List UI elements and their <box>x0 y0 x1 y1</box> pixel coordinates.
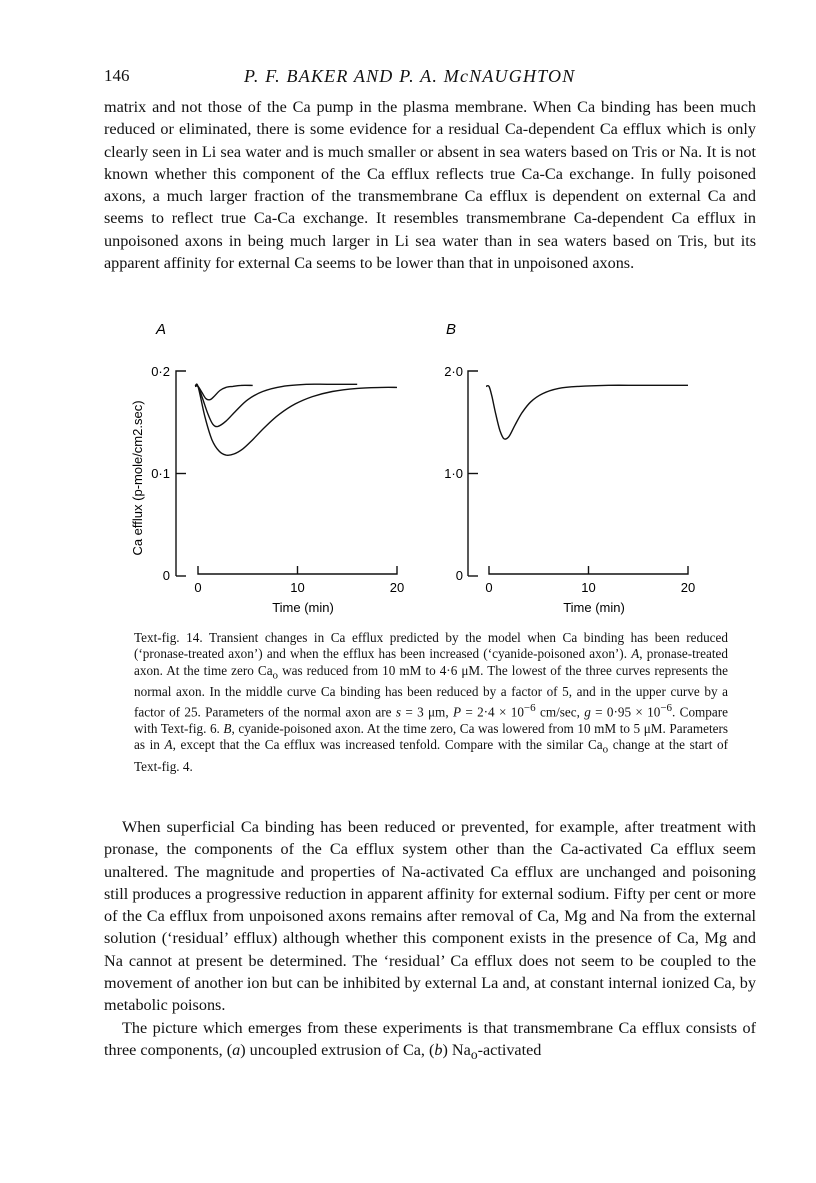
panel-b-series-line-1 <box>486 385 688 439</box>
panel-a <box>130 321 404 615</box>
panel-a-curves <box>195 384 397 455</box>
panel-b-xtick-label-0: 0 <box>485 580 493 595</box>
panel-a-xtick-label-20: 20 <box>389 580 405 595</box>
paragraph-1: matrix and not those of the Ca pump in the plasma membrane. When Ca binding has been much reduced or eliminated, there is some evidence for a residual Ca-dependent Ca efflux which is only clearly seen in Li sea water and is much smaller or absent in sea waters based on Tris or Na. It is not known whether this component of the Ca efflux reflects true Ca-Ca exchange. In fully poisoned axons, a much larger fraction of the transmembrane Ca efflux is dependent on external Ca and seems to reflect true Ca-Ca exchange. It resembles transmembrane Ca-dependent Ca efflux in unpoisoned axons in being much larger in Li sea water than in sea waters based on Tris, but its apparent affinity for external Ca seems to be lower than that in unpoisoned axons. <box>104 98 756 273</box>
paragraph-3-text: -activated <box>477 1041 542 1060</box>
caption-text: P <box>452 704 461 720</box>
caption-text: s <box>395 704 401 720</box>
caption-sub: o <box>272 669 279 682</box>
panel-a-ytick-label-02: 0·2 <box>151 364 170 379</box>
caption-text: , except that the Ca efflux was increased tenfold. Compare with the similar Ca <box>172 737 603 753</box>
panel-b-curves <box>486 385 688 439</box>
paragraph-2: When superficial Ca binding has been reduced or prevented, for example, after treatment with pronase, the components of the Ca efflux system other than the Ca-activated Ca efflux seem unaltered. The magnitude and properties of Na-activated Ca efflux are unchanged and poisoning still produces a progressive reduction in apparent affinity for external sodium. Fifty per cent or more of the Ca efflux from unpoisoned axons remains after removal of Ca, Mg and Na from the external solution (‘residual’ efflux) although whether this component exists in the presence of Ca, Mg and Na cannot at present be determined. The ‘residual’ Ca efflux does not seem to be coupled to the movement of another ion but can be inhibited by external La and, at constant internal ionized Ca, by metabolic poisons. <box>104 818 756 1015</box>
paragraph-3 <box>104 1017 756 1067</box>
panel-a-x-axis <box>198 566 397 574</box>
caption-text: A <box>631 646 640 662</box>
paragraph-3-text: a <box>232 1041 241 1060</box>
panel-a-xtick-label-10: 10 <box>290 580 305 595</box>
caption-text: change at the start of Text-fig. 4. <box>134 737 728 774</box>
panel-b-xlabel: Time (min) <box>563 600 625 615</box>
figure-14 <box>120 316 720 616</box>
panel-a-xlabel: Time (min) <box>272 600 334 615</box>
panel-a-series-line-3 <box>195 384 397 455</box>
caption-sup: −6 <box>660 702 673 715</box>
caption-text: cm/sec, <box>535 704 585 720</box>
caption-text: , cyanide-poisoned axon. At the time zero, Ca was lowered from 10 mM to 5 μM. Parameters as in <box>134 721 728 753</box>
panel-b-x-axis <box>489 566 688 574</box>
paragraph-3-text: ) uncoupled extrusion of Ca, ( <box>240 1041 435 1060</box>
panel-b-ytick-label-0: 0 <box>455 568 463 583</box>
paragraph-3-text: b <box>434 1041 443 1060</box>
panel-b-xtick-label-20: 20 <box>680 580 696 595</box>
panel-a-ylabel: Ca efflux (p-mole/cm2.sec) <box>130 400 145 556</box>
page-header <box>104 66 726 92</box>
figure-caption <box>134 630 728 775</box>
caption-text: was reduced from 10 mM to 4·6 μM. The lowest of the three curves represents the normal axon. In the middle curve Ca binding has been reduced by a factor of 5, and in the upper curve by a factor of 25. Parameters of the normal axon are <box>134 662 728 720</box>
paragraph-3-text: ) Na <box>442 1041 471 1060</box>
caption-text: . Compare with Text-fig. 6. <box>134 704 728 737</box>
caption-sub: o <box>602 744 609 757</box>
caption-text: Text-fig. 14. Transient changes in Ca efflux predicted by the model when Ca binding has been reduced (‘pronase-treated axon’) and when the efflux has been increased (‘cyanide-poisoned axon’). <box>134 630 728 662</box>
running-head: P. F. BAKER AND P. A. McNAUGHTON <box>244 66 576 86</box>
panel-a-ytick-label-0: 0 <box>162 568 170 583</box>
panel-a-series-line-1 <box>195 385 253 400</box>
page-number: 146 <box>104 66 130 85</box>
caption-text: = 2·4 × 10 <box>461 704 524 720</box>
caption-text: , pronase-treated axon. At the time zero Ca <box>134 646 729 678</box>
caption-text: A <box>164 737 173 753</box>
panel-a-xtick-label-0: 0 <box>194 580 202 595</box>
caption-text: g <box>584 704 591 720</box>
panel-a-ytick-label-01: 0·1 <box>151 466 170 481</box>
panel-b-ytick-label-20: 2·0 <box>444 364 463 379</box>
panel-b-label: B <box>446 321 457 338</box>
paragraph-3-sub: o <box>470 1047 478 1063</box>
panel-b-xtick-label-10: 10 <box>581 580 596 595</box>
caption-text: = 3 μm, <box>401 704 453 720</box>
paragraph-3-text: The picture which emerges from these experiments is that transmembrane Ca efflux consists of three components, ( <box>104 1019 756 1060</box>
caption-sup: −6 <box>523 702 536 715</box>
panel-b-ytick-label-10: 1·0 <box>444 466 463 481</box>
caption-text: = 0·95 × 10 <box>590 704 661 720</box>
panel-a-label: A <box>156 321 167 338</box>
panel-b <box>444 321 695 615</box>
caption-text: B <box>223 721 232 737</box>
